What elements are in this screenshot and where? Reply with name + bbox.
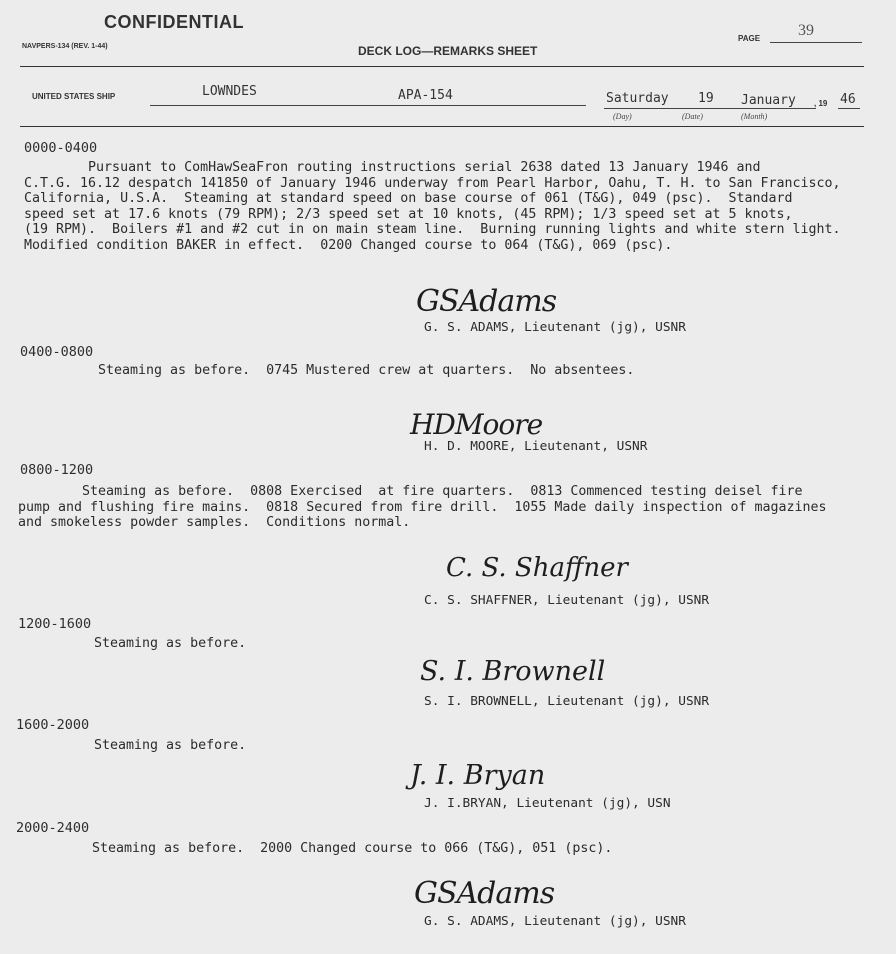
page-number-line: [770, 42, 862, 43]
officer-name: H. D. MOORE, Lieutenant, USNR: [424, 439, 648, 454]
year-line: [838, 108, 860, 109]
log-line: pump and flushing fire mains. 0818 Secured from fire drill. 1055 Made daily inspection of magazines: [18, 499, 827, 515]
log-entry-text: [18, 484, 827, 531]
log-line: Pursuant to ComHawSeaFron routing instructions serial 2638 dated 13 January 1946 and: [24, 160, 761, 175]
header-rule-top: [20, 66, 864, 67]
form-number: NAVPERS-134 (REV. 1-44): [22, 43, 108, 50]
log-line: C.T.G. 16.12 despatch 141850 of January 1946 underway from Pearl Harbor, Oahu, T. H. to San Francisco,: [24, 175, 841, 191]
log-line: Modified condition BAKER in effect. 0200 Changed course to 064 (T&G), 069 (psc).: [24, 237, 673, 253]
log-line: Steaming as before. 0808 Exercised at fire quarters. 0813 Commenced testing deisel fire: [18, 484, 803, 499]
officer-signature: J. I. Bryan: [410, 760, 546, 791]
officer-signature: HDMoore: [410, 408, 543, 441]
officer-name: S. I. BROWNELL, Lieutenant (jg), USNR: [424, 694, 710, 709]
log-entry-text: [94, 636, 246, 652]
log-line: Steaming as before.: [94, 636, 247, 651]
page-label: PAGE: [738, 34, 761, 43]
log-line: Steaming as before.: [94, 738, 247, 753]
day-caption: (Day): [613, 112, 632, 121]
officer-name: G. S. ADAMS, Lieutenant (jg), USNR: [424, 320, 686, 335]
watch-period: 0000-0400: [24, 140, 98, 156]
log-line: speed set at 17.6 knots (79 RPM); 2/3 speed set at 10 knots, (45 RPM); 1/3 speed set at 5 knots,: [24, 206, 793, 222]
document-title: DECK LOG—REMARKS SHEET: [358, 44, 538, 58]
date-line: [604, 108, 816, 109]
classification-marking: CONFIDENTIAL: [104, 12, 244, 32]
log-year: 46: [840, 92, 856, 107]
log-entry-text: [94, 738, 246, 754]
log-month: January: [741, 93, 796, 108]
header-rule-bottom: [20, 126, 864, 127]
log-entry-text: [92, 841, 612, 857]
ship-name: LOWNDES: [202, 84, 257, 99]
ship-label: UNITED STATES SHIP: [32, 92, 116, 101]
page-number: 39: [798, 22, 814, 39]
log-day: Saturday: [606, 91, 669, 106]
officer-signature: GSAdams: [416, 284, 557, 319]
watch-period: 0800-1200: [20, 462, 94, 478]
officer-name: G. S. ADAMS, Lieutenant (jg), USNR: [424, 914, 686, 929]
log-entry-text: [98, 363, 634, 379]
log-entry-text: [24, 160, 841, 254]
watch-period: 1600-2000: [16, 717, 90, 733]
log-line: Steaming as before. 0745 Mustered crew at quarters. No absentees.: [98, 363, 635, 378]
ship-name-line: [150, 105, 586, 106]
officer-name: J. I.BRYAN, Lieutenant (jg), USN: [424, 796, 671, 811]
year-prefix: , 19: [814, 99, 828, 108]
date-caption: (Date): [682, 112, 703, 121]
officer-signature: S. I. Brownell: [420, 656, 606, 687]
officer-signature: GSAdams: [414, 876, 555, 911]
month-caption: (Month): [741, 112, 768, 121]
officer-name: C. S. SHAFFNER, Lieutenant (jg), USNR: [424, 593, 710, 608]
log-line: and smokeless powder samples. Conditions normal.: [18, 515, 411, 531]
log-line: Steaming as before. 2000 Changed course to 066 (T&G), 051 (psc).: [92, 841, 613, 856]
watch-period: 0400-0800: [20, 344, 94, 360]
watch-period: 1200-1600: [18, 616, 92, 632]
log-date: 19: [698, 91, 714, 106]
watch-period: 2000-2400: [16, 820, 90, 836]
officer-signature: C. S. Shaffner: [446, 553, 628, 583]
hull-number: APA-154: [398, 88, 453, 103]
log-line: (19 RPM). Boilers #1 and #2 cut in on main steam line. Burning running lights and white stern light.: [24, 222, 841, 238]
log-line: California, U.S.A. Steaming at standard speed on base course of 061 (T&G), 049 (psc). Standard: [24, 191, 793, 207]
